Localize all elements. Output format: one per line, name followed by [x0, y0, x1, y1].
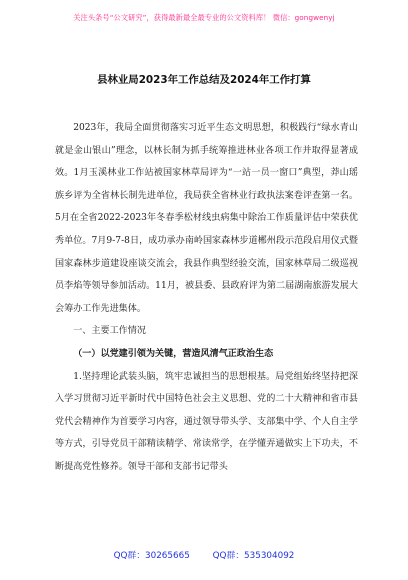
footer	[0, 546, 408, 566]
document-body	[55, 117, 358, 479]
footer-qq-group-2: QQ群：535304092	[212, 551, 295, 561]
body-paragraph: 1.坚持理论武装头脑，筑牢忠诚担当的思想根基。局党组始终坚持把深入学习贯彻习近平新时代中国特色社会主义思想、党的二十大精神和省市县党代会精神作为首要学习内容，通过领导带头学、支部集中学、个人自主学等方式，引导党员干部精读精学、常读常学，在学懂弄通做实上下功夫，不断提高党性修养。领导干部和支部书记带头	[55, 371, 358, 472]
section-heading: 一、主要工作情况	[73, 326, 146, 337]
top-banner: 关注头条号“公文研究”，获得最新最全最专业的公文资料库！ 微信：gongwenyj	[73, 13, 335, 22]
footer-qq-group-1: QQ群：30265665	[113, 551, 190, 561]
document-title: 县林业局2023年工作总结及2024年工作打算	[97, 74, 311, 86]
intro-paragraph: 2023年，我局全面贯彻落实习近平生态文明思想，积极践行“绿水青山就是金山银山”理念，以林长制为抓手统筹推进林业各项工作并取得显著成效。1月玉溪林业工作站被国家林草局评为“一站一员一窗口”典型，莽山瑶族乡评为全省林长制先进单位，我局获全省林业行政执法案卷评查第一名。5月在全省2022-2023年冬春季松材线虫病集中除治工作质量评估中荣获优秀单位。7月9-7-8日，成功承办南岭国家森林步道郴州段示范段启用仪式暨国家森林步道建设座谈交流会，我县作典型经验交流，国家林草局二级巡视员李焰等领导参加活动。11月，被县委、县政府评为第二届湖南旅游发展大会筹办工作先进集体。	[55, 123, 358, 314]
subsection-heading: （一）以党建引领为关键，营造风清气正政治生态	[73, 347, 274, 359]
